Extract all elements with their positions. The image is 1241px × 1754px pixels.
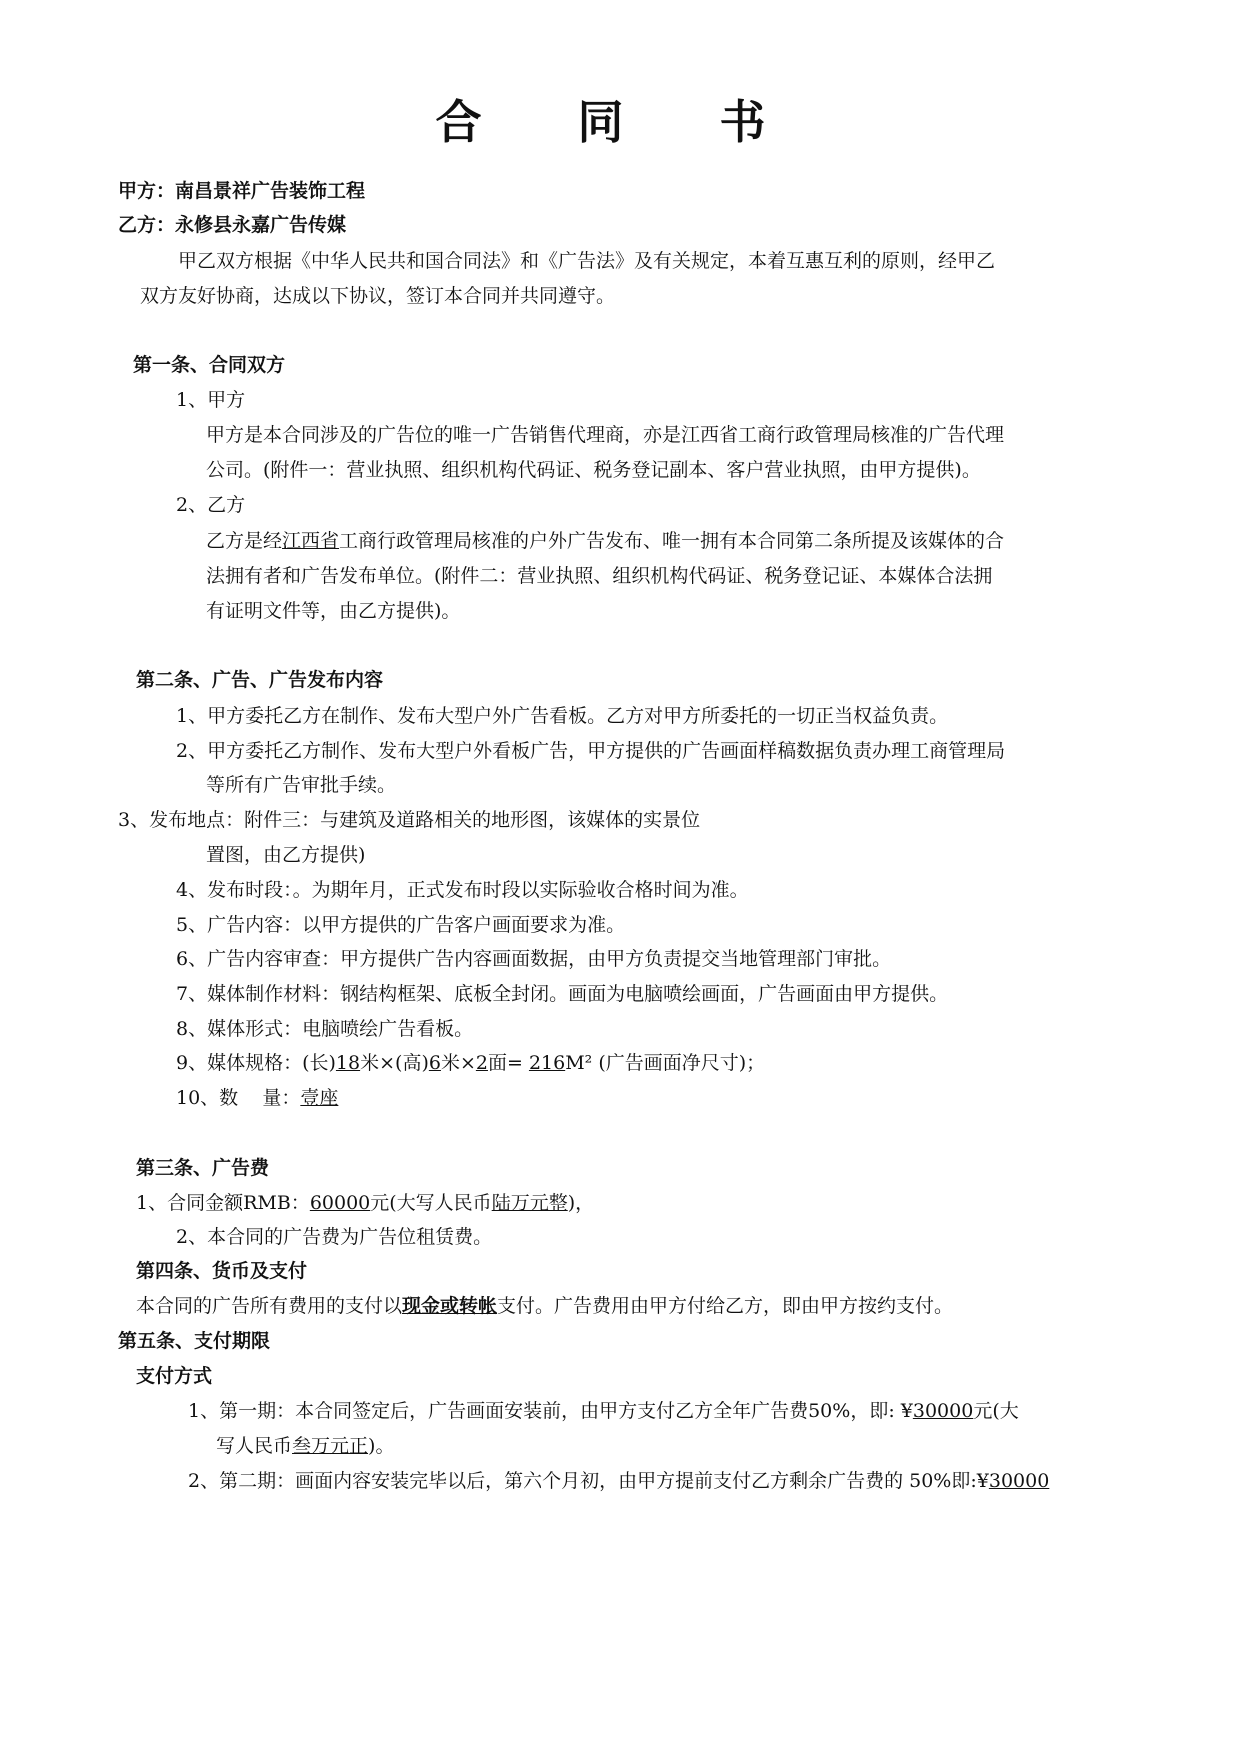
article-2-heading: 第二条、广告、广告发布内容 xyxy=(136,669,384,691)
article-1-item-1-line-1: 甲方是本合同涉及的广告位的唯一广告销售代理商，亦是江西省工商行政管理局核准的广告代理 xyxy=(206,424,1005,446)
article-2-item-5: 5、广告内容：以甲方提供的广告客户画面要求为准。 xyxy=(176,914,626,936)
article-2-item-1: 1、甲方委托乙方在制作、发布大型户外广告看板。乙方对甲方所委托的一切正当权益负责。 xyxy=(176,705,949,727)
payment-method: 现金或转帐 xyxy=(402,1295,498,1317)
height-value: 6 xyxy=(428,1052,441,1074)
article-2-item-2-line-1: 2、甲方委托乙方制作、发布大型户外看板广告，甲方提供的广告画面样稿数据负责办理工商管理局 xyxy=(176,740,1006,762)
payment-phase-1-line-2: 写人民币叁万元正)。 xyxy=(216,1435,395,1457)
article-1-item-2-line-1: 乙方是经江西省工商行政管理局核准的户外广告发布、唯一拥有本合同第二条所提及该媒体的合 xyxy=(206,530,1005,552)
phase-1-amount: 30000 xyxy=(912,1400,974,1422)
phase-2-amount: 30000 xyxy=(988,1470,1050,1492)
article-2-item-9: 9、媒体规格：(长)18米×(高)6米×2面= 216M² (广告画面净尺寸)； xyxy=(176,1052,766,1074)
intro-line-1: 甲乙双方根据《中华人民共和国合同法》和《广告法》及有关规定，本着互惠互利的原则，经甲乙 xyxy=(178,250,996,272)
article-1-heading: 第一条、合同双方 xyxy=(133,354,286,376)
article-5-heading: 第五条、支付期限 xyxy=(118,1330,271,1352)
article-3-heading: 第三条、广告费 xyxy=(136,1157,270,1179)
article-2-item-10: 10、数 量：壹座 xyxy=(176,1087,339,1109)
province-underlined: 江西省 xyxy=(282,530,340,552)
article-1-item-2-line-2: 法拥有者和广告发布单位。(附件二：营业执照、组织机构代码证、税务登记证、本媒体合法拥 xyxy=(206,565,993,587)
contract-amount: 60000 xyxy=(309,1192,371,1214)
article-1-item-2-label: 2、乙方 xyxy=(176,494,246,516)
article-2-item-6: 6、广告内容审查：甲方提供广告内容画面数据，由甲方负责提交当地管理部门审批。 xyxy=(176,948,892,970)
article-2-item-3-line-1: 3、发布地点：附件三：与建筑及道路相关的地形图，该媒体的实景位 xyxy=(118,809,701,831)
article-2-item-2-line-2: 等所有广告审批手续。 xyxy=(206,774,397,796)
contract-amount-words: 陆万元整 xyxy=(491,1192,568,1214)
quantity-value: 壹座 xyxy=(300,1087,339,1109)
payment-method-heading: 支付方式 xyxy=(136,1365,213,1387)
article-1-item-2-line-3: 有证明文件等，由乙方提供)。 xyxy=(206,600,461,622)
article-2-item-4: 4、发布时段：。为期年月，正式发布时段以实际验收合格时间为准。 xyxy=(176,879,749,901)
intro-line-2: 双方友好协商，达成以下协议，签订本合同并共同遵守。 xyxy=(140,285,616,307)
article-1-item-1-label: 1、甲方 xyxy=(176,389,246,411)
article-2-item-8: 8、媒体形式：电脑喷绘广告看板。 xyxy=(176,1018,474,1040)
page-title: 合 同 书 xyxy=(435,95,806,149)
payment-phase-1-line-1: 1、第一期：本合同签定后，广告画面安装前，由甲方支付乙方全年广告费50%，即: ¥30000元(大 xyxy=(188,1400,1019,1422)
article-3-item-2: 2、本合同的广告费为广告位租赁费。 xyxy=(176,1226,493,1248)
article-2-item-3-line-2: 置图，由乙方提供) xyxy=(206,844,366,866)
article-3-item-1: 1、合同金额RMB：60000元(大写人民币陆万元整)， xyxy=(136,1192,595,1214)
article-1-item-1-line-2: 公司。(附件一：营业执照、组织机构代码证、税务登记副本、客户营业执照，由甲方提供)。 xyxy=(206,459,981,481)
party-a: 甲方：南昌景祥广告装饰工程 xyxy=(118,180,366,202)
article-2-item-7: 7、媒体制作材料：钢结构框架、底板全封闭。画面为电脑喷绘画面，广告画面由甲方提供。 xyxy=(176,983,949,1005)
payment-phase-2-line-1: 2、第二期：画面内容安装完毕以后，第六个月初，由甲方提前支付乙方剩余广告费的 50%即:¥30000 xyxy=(188,1470,1050,1492)
faces-value: 2 xyxy=(475,1052,488,1074)
party-b: 乙方：永修县永嘉广告传媒 xyxy=(118,214,347,236)
article-4-heading: 第四条、货币及支付 xyxy=(136,1260,308,1282)
article-4-text: 本合同的广告所有费用的支付以现金或转帐支付。广告费用由甲方付给乙方，即由甲方按约支付。 xyxy=(136,1295,954,1317)
phase-1-amount-words: 叁万元正 xyxy=(292,1435,369,1457)
area-value: 216 xyxy=(528,1052,566,1074)
length-value: 18 xyxy=(335,1052,361,1074)
